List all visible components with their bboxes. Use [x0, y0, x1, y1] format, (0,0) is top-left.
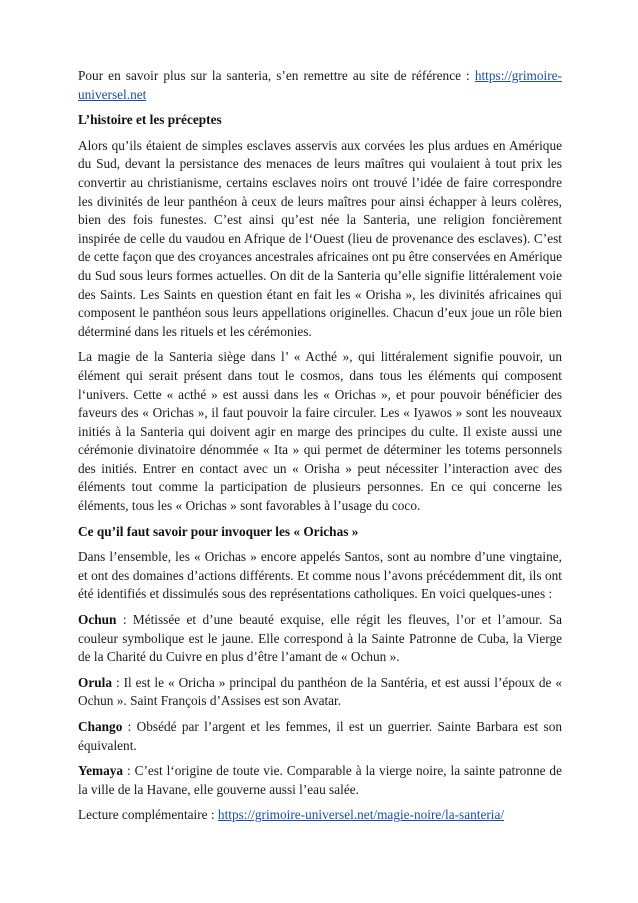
- oricha-description: : Il est le « Oricha » principal du panthéon de la Santéria, et est aussi l’époux de « Ochun ». Saint François d’Assises est son Avatar.: [78, 674, 562, 709]
- oricha-name: Orula: [78, 674, 112, 690]
- orichas-intro-paragraph: Dans l’ensemble, les « Orichas » encore appelés Santos, sont au nombre d’une vingtaine, et ont des domaines d’actions différents. Et comme nous l’avons précédemment dit, ils ont été identifiés et dissimulés sous des représentations catholiques. En voici quelques-unes :: [78, 549, 562, 602]
- section-heading-history: L’histoire et les préceptes: [78, 112, 222, 128]
- further-reading: [78, 806, 562, 825]
- oricha-name: Ochun: [78, 612, 117, 628]
- oricha-name: Yemaya: [78, 763, 124, 779]
- document-page: [78, 67, 562, 832]
- oricha-entry-chango: [78, 718, 562, 755]
- intro-paragraph: [78, 67, 562, 104]
- further-reading-link[interactable]: https://grimoire-universel.net/magie-noire/la-santeria/: [217, 807, 505, 823]
- reference-link[interactable]: https://grimoire-universel.net: [78, 68, 562, 102]
- oricha-name: Chango: [78, 719, 123, 734]
- oricha-entry-ochun: [78, 611, 562, 667]
- section-heading-orichas: Ce qu’il faut savoir pour invoquer les « Orichas »: [78, 523, 359, 539]
- oricha-entry-orula: [78, 674, 562, 711]
- oricha-description: : Obsédé par l’argent et les femmes, il est un guerrier. Sainte Barbara est son équivalent.: [78, 719, 562, 753]
- oricha-description: : C’est l‘origine de toute vie. Comparable à la vierge noire, la sainte patronne de la ville de la Havane, elle gouverne aussi l’eau salée.: [78, 763, 562, 797]
- history-paragraph-1: Alors qu’ils étaient de simples esclaves asservis aux corvées les plus ardues en Amérique du Sud, devant la persistance des menaces de leurs maîtres qui voulaient à tout prix les convertir au christianisme, certains esclaves noirs ont trouvé l’idée de faire correspondre les divinités de leur panthéon à ceux de leurs maîtres pour ainsi échapper à leurs colères, bien des fois funestes. C’est ainsi qu’est née la Santeria, une religion foncièrement inspirée de celle du vaudou en Afrique de l‘Ouest (lieu de provenance des esclaves). C’est de cette façon que des croyances ancestrales africaines ont pu être conservées en Amérique du Sud sous leurs formes actuelles. On dit de la Santeria qu’elle signifie littéralement voie des Saints. Les Saints en question étant en fait les « Orisha », les divinités africaines qui composent le panthéon sous leurs appellations originelles. Chacun d’eux joue un rôle bien déterminé dans les rituels et les cérémonies.: [78, 137, 562, 339]
- oricha-entry-yemaya: [78, 762, 562, 799]
- oricha-description: : Métissée et d’une beauté exquise, elle régit les fleuves, l’or et l’amour. Sa couleur symbolique est le jaune. Elle correspond à la Sainte Patronne de Cuba, la Vierge de la Charité du Cuivre en plus d’être l’amant de « Ochun ».: [78, 612, 562, 665]
- further-reading-label: Lecture complémentaire :: [78, 807, 218, 823]
- history-paragraph-2: La magie de la Santeria siège dans l’ « Acthé », qui littéralement signifie pouvoir, un élément qui serait présent dans tout le cosmos, dans tous les éléments qui composent l‘univers. Cette « acthé » est aussi dans les « Orichas », et pour pouvoir bénéficier des faveurs des « Orichas », il faut pouvoir la faire circuler. Les « Iyawos » sont les nouveaux initiés à la Santeria qui doivent agir en marge des principes du culte. Il existe aussi une cérémonie divinatoire dénommée « Ita » qui permet de déterminer les totems personnels des initiés. Entrer en contact avec un « Orisha » peut nécessiter l’interaction avec des éléments tout comme la participation de plusieurs personnes. En ce qui concerne les éléments, tous les « Orichas » sont favorables à l’usage du coco.: [78, 349, 562, 514]
- intro-text: Pour en savoir plus sur la santeria, s’en remettre au site de référence :: [78, 68, 470, 83]
